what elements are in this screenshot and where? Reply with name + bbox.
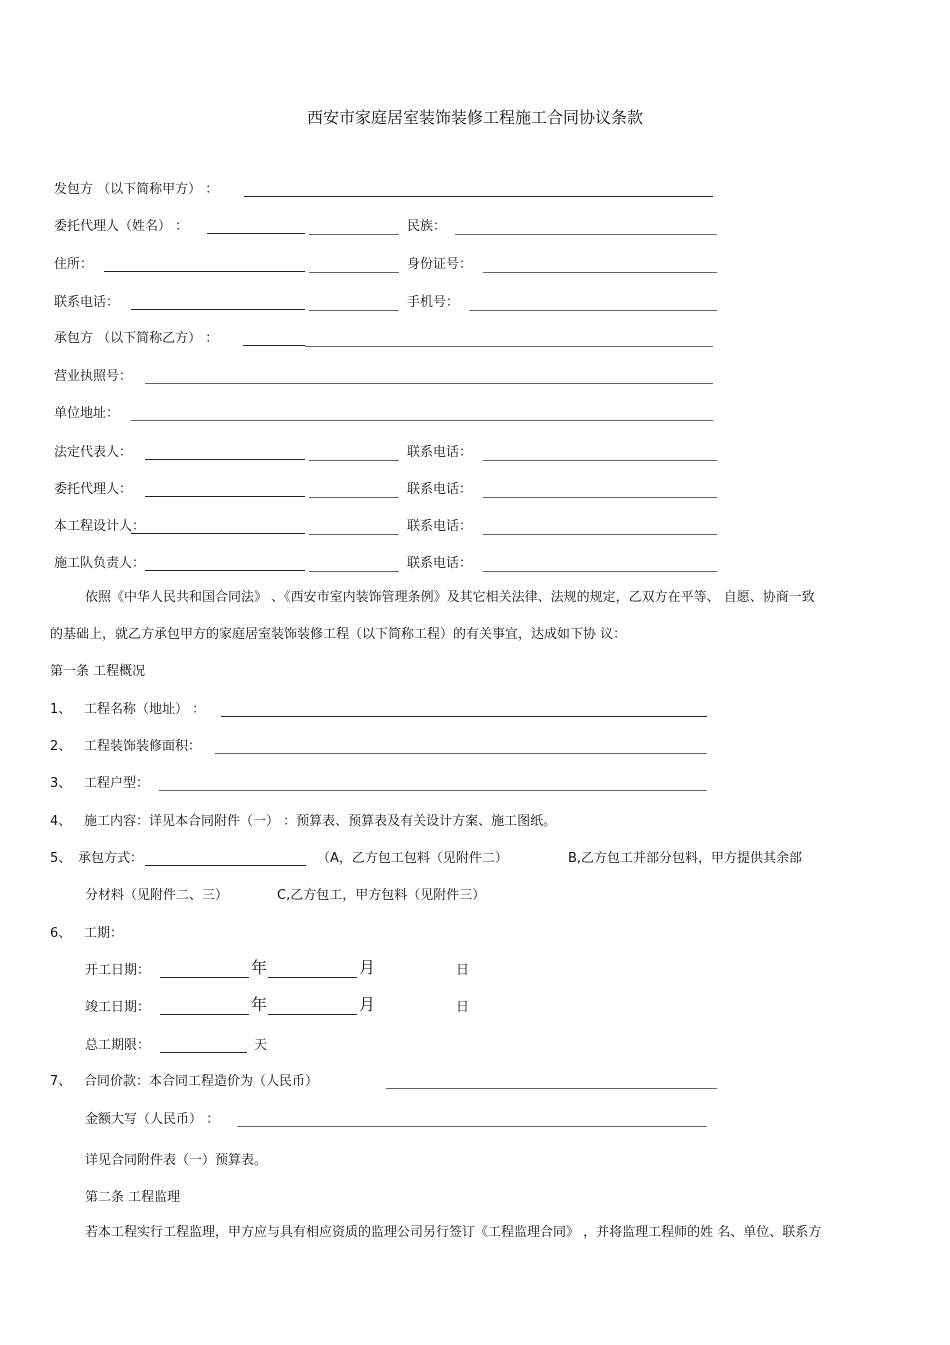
legal-rep-field-ext [309, 460, 399, 461]
party-b-field[interactable] [243, 345, 305, 346]
start-day-unit: 日 [456, 963, 470, 978]
option-a: （A，乙方包工包料（见附件二） [317, 851, 508, 866]
legal-rep-label: 法定代表人： [54, 445, 133, 460]
contract-price-field[interactable] [386, 1088, 717, 1089]
contract-type-field[interactable] [145, 865, 306, 866]
agent-label: 委托代理人： [54, 482, 133, 497]
phone-field-ext [309, 310, 399, 311]
article1-heading: 第一条 工程概况 [50, 664, 146, 679]
unit-type-field[interactable] [159, 790, 707, 791]
phone-label: 联系电话： [54, 295, 120, 310]
mobile-field[interactable] [469, 310, 717, 311]
item6-label: 工期： [84, 926, 124, 941]
item4-number: 4、 [50, 814, 72, 829]
area-field[interactable] [215, 753, 707, 754]
see-attachment: 详见合同附件表（一）预算表。 [85, 1153, 268, 1168]
address-field-ext [309, 272, 399, 273]
party-a-field[interactable] [244, 196, 713, 197]
business-license-field[interactable] [145, 383, 713, 384]
total-period-field[interactable] [160, 1052, 247, 1053]
company-address-label: 单位地址： [54, 406, 120, 421]
option-c: C,乙方包工，甲方包料（见附件三） [277, 888, 486, 903]
item3-number: 3、 [50, 776, 72, 791]
agent-field-ext [309, 497, 399, 498]
address-field[interactable] [104, 271, 305, 272]
item2-number: 2、 [50, 739, 72, 754]
start-month-field[interactable] [268, 977, 357, 978]
total-period-unit: 天 [254, 1038, 268, 1053]
agent-phone-label: 联系电话： [407, 482, 473, 497]
designer-phone-field[interactable] [483, 534, 717, 535]
item5-label: 承包方式： [78, 851, 144, 866]
option-b: B,乙方包工并部分包料，甲方提供其余部 [568, 851, 803, 866]
end-year-field[interactable] [160, 1014, 249, 1015]
agent-name-label: 委托代理人（姓名） ： [54, 219, 189, 234]
legal-rep-phone-field[interactable] [483, 460, 717, 461]
party-b-label: 承包方 （以下简称乙方） ： [54, 331, 219, 346]
start-month-unit: 月 [359, 958, 376, 977]
designer-phone-label: 联系电话： [407, 519, 473, 534]
party-b-field-ext [305, 346, 713, 347]
item7-label: 合同价款：本合同工程造价为（人民币） [84, 1074, 319, 1089]
end-date-label: 竣工日期： [85, 1000, 151, 1015]
item1-label: 工程名称（地址） ： [84, 702, 206, 717]
end-day-unit: 日 [456, 1000, 470, 1015]
total-period-label: 总工期限： [85, 1038, 151, 1053]
id-number-label: 身份证号： [407, 257, 473, 272]
company-address-field[interactable] [131, 420, 713, 421]
intro-line-1: 依照《中华人民共和国合同法》 、《西安市室内装饰管理条例》及其它相关法律、法规的规定，乙双方在平等、 自愿、协商一致 [85, 590, 815, 605]
item5-continued: 分材料（见附件二、三） [85, 888, 229, 903]
item7-number: 7、 [50, 1074, 72, 1089]
end-year-unit: 年 [251, 995, 268, 1014]
ethnicity-field[interactable] [455, 234, 717, 235]
item3-label: 工程户型： [84, 776, 150, 791]
start-year-unit: 年 [251, 958, 268, 977]
designer-label: 本工程设计人： [54, 519, 146, 534]
project-name-field[interactable] [221, 716, 707, 717]
start-date-label: 开工日期： [85, 963, 151, 978]
business-license-label: 营业执照号： [54, 369, 133, 384]
ethnicity-label: 民族： [407, 219, 447, 234]
agent-name-field[interactable] [207, 233, 305, 234]
agent-name-field-ext [309, 234, 399, 235]
end-month-unit: 月 [359, 995, 376, 1014]
team-leader-phone-label: 联系电话： [407, 556, 473, 571]
item4-label: 施工内容：详见本合同附件（一） ：预算表、预算表及有关设计方案、施工图纸。 [84, 814, 557, 829]
item5-number: 5、 [50, 851, 72, 866]
team-leader-field-ext [309, 571, 399, 572]
agent-phone-field[interactable] [483, 497, 717, 498]
page-title: 西安市家庭居室装饰装修工程施工合同协议条款 [306, 108, 643, 127]
agent-field[interactable] [145, 496, 305, 497]
intro-line-2: 的基础上，就乙方承包甲方的家庭居室装饰装修工程（以下简称工程）的有关事宜，达成如下协 议： [50, 627, 627, 642]
designer-field[interactable] [131, 533, 305, 534]
amount-words-label: 金额大写（人民币） ： [85, 1112, 220, 1127]
team-leader-label: 施工队负责人： [54, 556, 146, 571]
amount-words-field[interactable] [237, 1126, 707, 1127]
item6-number: 6、 [50, 926, 72, 941]
address-label: 住所： [54, 257, 94, 272]
item1-number: 1、 [50, 702, 72, 717]
team-leader-phone-field[interactable] [483, 571, 717, 572]
end-month-field[interactable] [268, 1014, 357, 1015]
party-a-label: 发包方 （以下简称甲方） ： [54, 182, 219, 197]
start-year-field[interactable] [160, 977, 249, 978]
designer-field-ext [309, 534, 399, 535]
phone-field[interactable] [131, 309, 305, 310]
legal-rep-field[interactable] [145, 459, 305, 460]
team-leader-field[interactable] [145, 570, 305, 571]
item2-label: 工程装饰装修面积： [84, 739, 202, 754]
mobile-label: 手机号： [407, 295, 460, 310]
id-number-field[interactable] [483, 272, 717, 273]
article2-heading: 第二条 工程监理 [85, 1190, 181, 1205]
article2-text: 若本工程实行工程监理，甲方应与具有相应资质的监理公司另行签订《工程监理合同》 ，并将监理工程师的姓 名、单位、联系方 [85, 1225, 822, 1240]
legal-rep-phone-label: 联系电话： [407, 445, 473, 460]
